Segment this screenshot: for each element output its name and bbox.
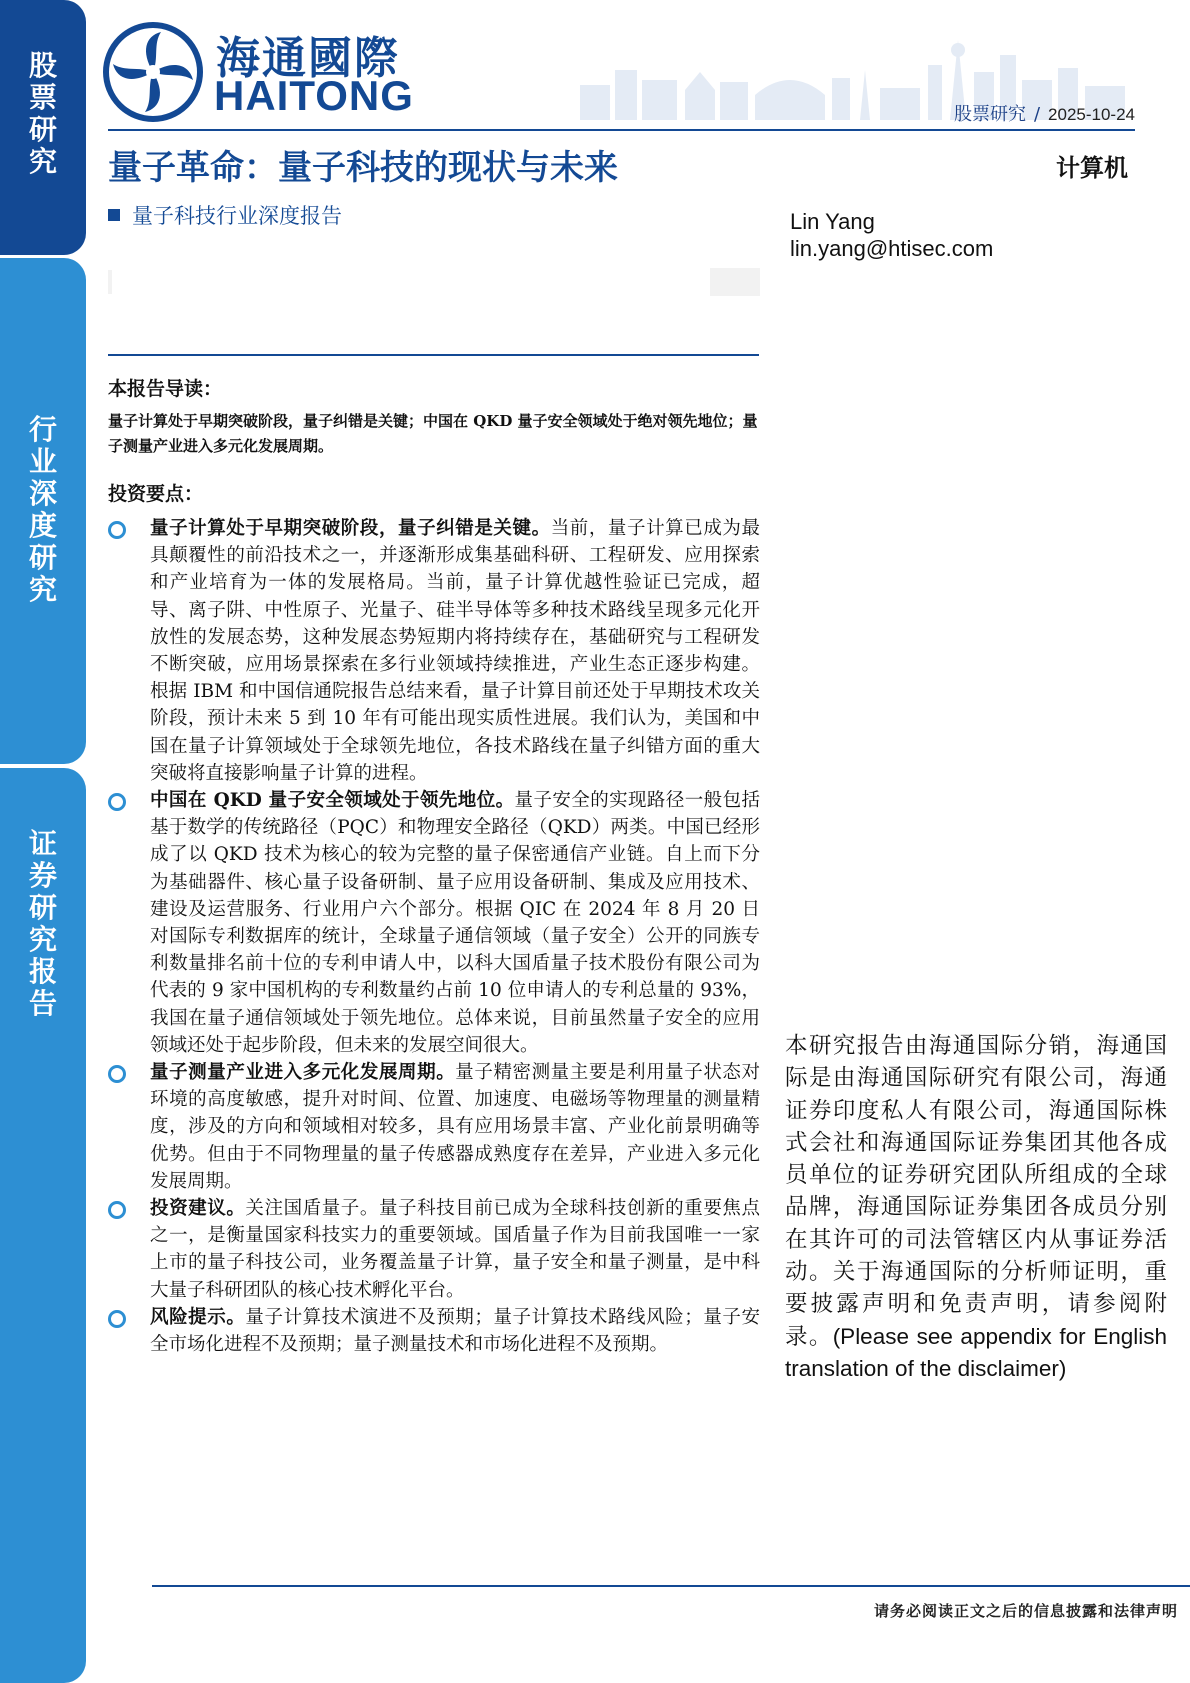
- logo-chinese-text: 海通國際: [216, 33, 400, 84]
- side-char: 研: [28, 891, 57, 924]
- logo-english-text: HAITONG: [214, 72, 414, 119]
- side-char: 究: [28, 573, 57, 606]
- side-char: 证: [28, 827, 57, 860]
- square-bullet-icon: [108, 209, 120, 221]
- point-lead: 量子计算处于早期突破阶段，量子纠错是关键。: [150, 518, 551, 539]
- placeholder-bar: [108, 270, 112, 294]
- subtitle-text: 量子科技行业深度报告: [132, 204, 342, 228]
- point-lead: 投资建议。: [150, 1198, 246, 1220]
- industry-label: 计算机: [1056, 153, 1128, 182]
- placeholder-bar: [710, 268, 760, 296]
- point-body: 量子安全的实现路径一般包括基于数学的传统路径（PQC）和物理安全路径（QKD）两类。中国已经形成了以 QKD 技术为核心的较为完整的量子保密通信产业链。自上而下分为基础器件、核心量子设备研制、量子应用设备研制、集成及应用技术、建设及运营服务、行业用户六个部分。根据 QIC 在 2024 年 8 月 20 日对国际专利数据库的统计，全球量子通信领域（量子安全）公开的同族专利数量排名前十位的专利申请人中，以科大国盾量子技术股份有限公司为代表的 9 家中国机构的专利数量约占前 10 位申请人的专利总量的 93%，我国在量子通信领域处于领先地位。总体来说，目前虽然量子安全的应用领域还处于起步阶段，但未来的发展空间很大。: [150, 790, 760, 1056]
- investment-point: [108, 1195, 760, 1304]
- side-char: 报: [28, 955, 57, 988]
- side-char: 券: [28, 859, 57, 892]
- author-block: [790, 208, 993, 262]
- investment-points: [108, 515, 760, 1358]
- circle-bullet-icon: [108, 1310, 126, 1328]
- point-body: 量子精密测量主要是利用量子状态对环境的高度敏感，提升对时间、位置、加速度、电磁场等物理量的测量精度，涉及的方向和领域相对较多，具有应用场景丰富、产业化前景明确等优势。但由于不同物理量的量子传感器成熟度存在差异，产业进入多元化发展周期。: [150, 1062, 760, 1192]
- author-email[interactable]: lin.yang@htisec.com: [790, 236, 994, 261]
- point-lead: 中国在 QKD 量子安全领域处于领先地位。: [150, 790, 515, 812]
- point-body: 量子计算技术演进不及预期；量子计算技术路线风险；量子安全市场化进程不及预期；量子测量技术和市场化进程不及预期。: [150, 1306, 760, 1356]
- author-name: Lin Yang: [790, 209, 875, 234]
- side-tab-industry-research: [0, 258, 86, 764]
- header-divider: [108, 129, 1135, 131]
- disclaimer-en: (Please see appendix for English translation of the disclaimer): [785, 1323, 1167, 1381]
- circle-bullet-icon: [108, 1201, 126, 1219]
- footer-notice: 请务必阅读正文之后的信息披露和法律声明: [873, 1602, 1178, 1620]
- side-char: 研: [28, 541, 57, 574]
- side-tab-stock-research: [0, 0, 86, 255]
- report-type: 股票研究: [953, 104, 1026, 125]
- investment-heading: 投资要点：: [108, 483, 204, 505]
- investment-point: [108, 787, 760, 1059]
- meta-separator: /: [1033, 104, 1041, 125]
- report-meta: [954, 100, 1135, 126]
- side-char: 票: [28, 81, 57, 114]
- report-title: 量子革命：量子科技的现状与未来: [108, 148, 618, 188]
- point-lead: 风险提示。: [150, 1306, 246, 1328]
- investment-point: [108, 1059, 760, 1195]
- footer-divider: [152, 1585, 1190, 1587]
- point-body: 关注国盾量子。量子科技目前已成为全球科技创新的重要焦点之一，是衡量国家科技实力的重要领域。国盾量子作为目前我国唯一一家上市的量子科技公司，业务覆盖量子计算，量子安全和量子测量，是中科大量子科研团队的核心技术孵化平台。: [150, 1198, 760, 1301]
- side-char: 究: [28, 923, 57, 956]
- circle-bullet-icon: [108, 793, 126, 811]
- side-char: 股: [28, 49, 57, 82]
- side-char: 行: [28, 413, 57, 446]
- disclaimer-cn: 本研究报告由海通国际分销，海通国际是由海通国际研究有限公司，海通证券印度私人有限公司，海通国际株式会社和海通国际证券集团其他各成员单位的证券研究团队所组成的全球品牌，海通国际证券集团各成员分别在其许可的司法管辖区内从事证券活动。关于海通国际的分析师证明，重要披露声明和免责声明，请参阅附录。: [785, 1033, 1167, 1350]
- report-date: 2025-10-24: [1048, 105, 1135, 124]
- guide-text: 量子计算处于早期突破阶段，量子纠错是关键；中国在 QKD 量子安全领域处于绝对领先地位；量子测量产业进入多元化发展周期。: [108, 412, 758, 455]
- circle-bullet-icon: [108, 1065, 126, 1083]
- point-body: 当前，量子计算已成为最具颠覆性的前沿技术之一，并逐渐形成集基础科研、工程研发、应用探索和产业培育为一体的发展格局。当前，量子计算优越性验证已完成，超导、离子阱、中性原子、光量子、硅半导体等多种技术路线呈现多元化开放性的发展态势，这种发展态势短期内将持续存在，基础研究与工程研发不断突破，应用场景探索在多行业领域持续推进，产业生态正逐步构建。根据 IBM 和中国信通院报告总结来看，量子计算目前还处于早期技术攻关阶段，预计未来 5 到 10 年有可能出现实质性进展。我们认为，美国和中国在量子计算领域处于全球领先地位，各技术路线在量子纠错方面的重大突破将直接影响量子计算的进程。: [150, 518, 760, 784]
- side-tab-securities-report: [0, 768, 86, 1683]
- investment-point: [108, 1304, 760, 1358]
- circle-bullet-icon: [108, 521, 126, 539]
- point-lead: 量子测量产业进入多元化发展周期。: [150, 1062, 456, 1084]
- section-divider: [108, 354, 759, 356]
- side-char: 告: [28, 987, 57, 1020]
- guide-heading: 本报告导读：: [108, 378, 223, 400]
- side-char: 研: [28, 113, 57, 146]
- side-char: 度: [28, 509, 57, 542]
- haitong-logo-icon: [103, 22, 203, 122]
- side-char: 究: [28, 145, 57, 178]
- disclaimer-summary: [785, 1030, 1167, 1385]
- side-char: 业: [28, 445, 57, 478]
- side-char: 深: [28, 477, 57, 510]
- investment-point: [108, 515, 760, 787]
- report-subtitle: [108, 200, 342, 230]
